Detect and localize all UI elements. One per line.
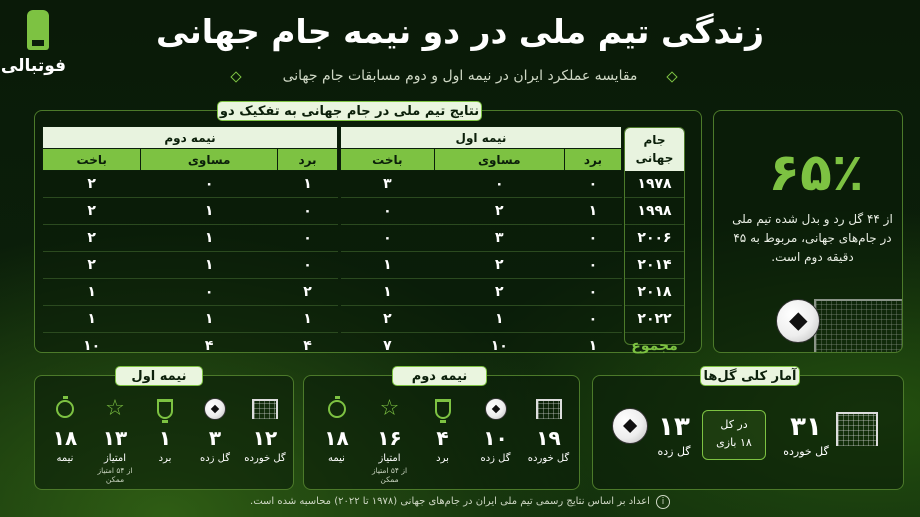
total-matches-badge xyxy=(702,410,766,460)
table-cell: ۲ xyxy=(434,279,564,306)
col-win: برد xyxy=(278,149,338,171)
page-subtitle: مقایسه عملکرد ایران در نیمه اول و دوم مسابقات جام جهانی xyxy=(282,68,638,84)
first-half-table xyxy=(340,126,622,360)
table-cell: ۰ xyxy=(564,306,621,333)
table-row xyxy=(341,279,622,306)
goal-net-icon xyxy=(522,396,575,422)
table-cell: ۰ xyxy=(564,279,621,306)
table-cell: ۱ xyxy=(341,252,435,279)
stopwatch-icon xyxy=(310,396,363,422)
stat-label: گل زده xyxy=(199,453,231,464)
table-cell: ۲ xyxy=(43,198,141,225)
table-cell: ۱ xyxy=(43,279,141,306)
year-cell: ۲۰۱۴ xyxy=(625,252,684,279)
stat-value: ۱۳ xyxy=(102,426,128,450)
goal-net-icon xyxy=(240,396,290,422)
stat-item xyxy=(90,396,140,484)
stat-value: ۴ xyxy=(436,426,449,450)
table-row xyxy=(43,306,338,333)
table-cell: ۰ xyxy=(564,225,621,252)
table-cell: ۱۰ xyxy=(490,338,508,355)
trophy-logo-icon xyxy=(27,10,49,50)
table-cell: ۱ xyxy=(278,171,338,198)
total-matches-line2: ۱۸ بازی xyxy=(716,436,752,449)
results-panel-title: نتایج تیم ملی در جام جهانی به تفکیک دو xyxy=(217,101,482,121)
year-cell: ۲۰۱۸ xyxy=(625,279,684,306)
total-conceded-value: ۳۱ xyxy=(790,412,822,442)
table-cell: ۱ xyxy=(564,198,621,225)
stat-value: ۱۸ xyxy=(52,426,78,450)
footnote-text: اعداد بر اساس نتایج رسمی تیم ملی ایران در جام‌های جهانی (۱۹۷۸ تا ۲۰۲۲) محاسبه شده است. xyxy=(250,496,650,507)
total-scored xyxy=(644,408,704,458)
col-win: برد xyxy=(564,149,621,171)
table-cell: ۱ xyxy=(141,225,278,252)
highlight-description: از ۴۴ گل رد و بدل شده تیم ملی در جام‌های جهانی، مربوط به ۴۵ دقیقه دوم است. xyxy=(732,212,893,264)
goal-net-icon xyxy=(814,299,903,353)
stat-label: امتیاز xyxy=(378,453,401,464)
table-row xyxy=(43,198,338,225)
first-half-header: نیمه اول xyxy=(341,127,622,149)
total-label: مجموع xyxy=(631,338,678,354)
col-loss: باخت xyxy=(341,149,435,171)
table-row xyxy=(341,171,622,198)
stat-item xyxy=(416,396,469,464)
stat-label: گل زده xyxy=(480,453,511,464)
total-scored-label: گل زده xyxy=(657,445,691,458)
second-half-table xyxy=(42,126,338,360)
table-cell: ۱ xyxy=(141,252,278,279)
trophy-icon xyxy=(140,396,190,422)
stat-item xyxy=(40,396,90,464)
total-matches-line1: در کل xyxy=(720,418,748,431)
stat-value: ۱۹ xyxy=(536,426,561,450)
first-half-tag: نیمه اول xyxy=(115,366,203,386)
table-row xyxy=(341,333,622,360)
table-cell: ۴ xyxy=(303,338,312,355)
stat-label: گل خورده xyxy=(244,453,286,464)
col-draw: مساوی xyxy=(141,149,278,171)
total-scored-value: ۱۳ xyxy=(658,412,690,442)
table-cell: ۱ xyxy=(588,338,598,355)
table-cell: ۱ xyxy=(341,279,435,306)
soccer-ball-icon xyxy=(612,408,648,444)
table-cell: ۱۰ xyxy=(83,338,101,355)
table-cell: ۲ xyxy=(434,198,564,225)
table-cell: ۲ xyxy=(43,252,141,279)
year-header: جام جهانی xyxy=(625,128,684,171)
table-row xyxy=(43,333,338,360)
brand-logo xyxy=(0,10,66,80)
year-cell: ۲۰۲۲ xyxy=(625,306,684,333)
table-cell: ۱ xyxy=(278,306,338,333)
year-cell: ۲۰۰۶ xyxy=(625,225,684,252)
stat-label: برد xyxy=(436,453,449,464)
table-cell: ۰ xyxy=(434,171,564,198)
col-loss: باخت xyxy=(43,149,141,171)
stat-item xyxy=(190,396,240,464)
stat-note: از ۵۴ امتیاز ممکن xyxy=(97,466,133,484)
goal-net-icon xyxy=(836,412,878,446)
info-icon: i xyxy=(656,495,670,509)
stat-note: از ۵۴ امتیاز ممکن xyxy=(371,466,408,484)
star-icon: ☆ xyxy=(379,396,400,421)
table-cell: ۰ xyxy=(341,198,435,225)
table-cell: ۷ xyxy=(383,338,392,355)
stat-value: ۱۶ xyxy=(377,426,402,450)
table-cell: ۰ xyxy=(278,225,338,252)
stat-item xyxy=(363,396,416,484)
table-cell: ۰ xyxy=(278,252,338,279)
table-row xyxy=(341,252,622,279)
stat-value: ۱۸ xyxy=(324,426,349,450)
year-column xyxy=(624,127,685,354)
table-cell: ۰ xyxy=(278,198,338,225)
table-row xyxy=(43,225,338,252)
table-row xyxy=(43,171,338,198)
total-conceded-label: گل خورده xyxy=(783,445,829,458)
table-cell: ۰ xyxy=(564,252,621,279)
table-cell: ۲ xyxy=(434,252,564,279)
stat-label: نیمه xyxy=(328,453,345,464)
stat-value: ۱۰ xyxy=(483,426,508,450)
stat-item xyxy=(469,396,522,464)
table-cell: ۲ xyxy=(341,306,435,333)
table-cell: ۴ xyxy=(204,338,214,355)
second-half-tag: نیمه دوم xyxy=(392,366,487,386)
total-conceded xyxy=(776,408,836,458)
totals-tag: آمار کلی گل‌ها xyxy=(700,366,800,386)
stat-label: گل خورده xyxy=(527,453,570,464)
table-cell: ۲ xyxy=(43,171,141,198)
year-cell: ۱۹۹۸ xyxy=(625,198,684,225)
table-cell: ۱ xyxy=(141,306,278,333)
stat-item xyxy=(240,396,290,464)
stopwatch-icon xyxy=(40,396,90,422)
table-cell: ۳ xyxy=(434,225,564,252)
table-cell: ۳ xyxy=(341,171,435,198)
col-draw: مساوی xyxy=(434,149,564,171)
table-cell: ۱ xyxy=(141,198,278,225)
table-row xyxy=(341,306,622,333)
stat-label: نیمه xyxy=(56,453,74,464)
table-row xyxy=(43,279,338,306)
table-row xyxy=(341,225,622,252)
stat-item xyxy=(140,396,190,464)
table-cell: ۰ xyxy=(341,225,435,252)
table-cell: ۰ xyxy=(564,171,621,198)
table-cell: ۰ xyxy=(141,171,278,198)
logo-text: فوتبالی xyxy=(0,56,66,76)
year-cell: ۱۹۷۸ xyxy=(625,171,684,198)
table-cell: ۱ xyxy=(43,306,141,333)
table-cell: ۲ xyxy=(43,225,141,252)
trophy-icon xyxy=(416,396,469,422)
ball-icon xyxy=(190,396,240,422)
table-cell: ۰ xyxy=(141,279,278,306)
stat-item xyxy=(522,396,575,464)
stat-label: امتیاز xyxy=(103,453,127,464)
stat-value: ۳ xyxy=(208,426,222,450)
stat-value: ۱۲ xyxy=(252,426,278,450)
stat-item xyxy=(310,396,363,464)
soccer-ball-icon xyxy=(776,299,820,343)
stat-label: برد xyxy=(158,453,172,464)
page-title: زندگی تیم ملی در دو نیمه جام جهانی xyxy=(156,12,764,51)
second-half-header: نیمه دوم xyxy=(43,127,338,149)
table-cell: ۱ xyxy=(434,306,564,333)
ball-icon xyxy=(469,396,522,422)
highlight-percent: ۶۵٪ xyxy=(768,143,864,203)
star-icon: ☆ xyxy=(105,396,125,421)
stat-value: ۱ xyxy=(158,426,172,450)
table-row xyxy=(43,252,338,279)
table-row xyxy=(341,198,622,225)
footnote xyxy=(210,495,710,509)
table-cell: ۲ xyxy=(278,279,338,306)
